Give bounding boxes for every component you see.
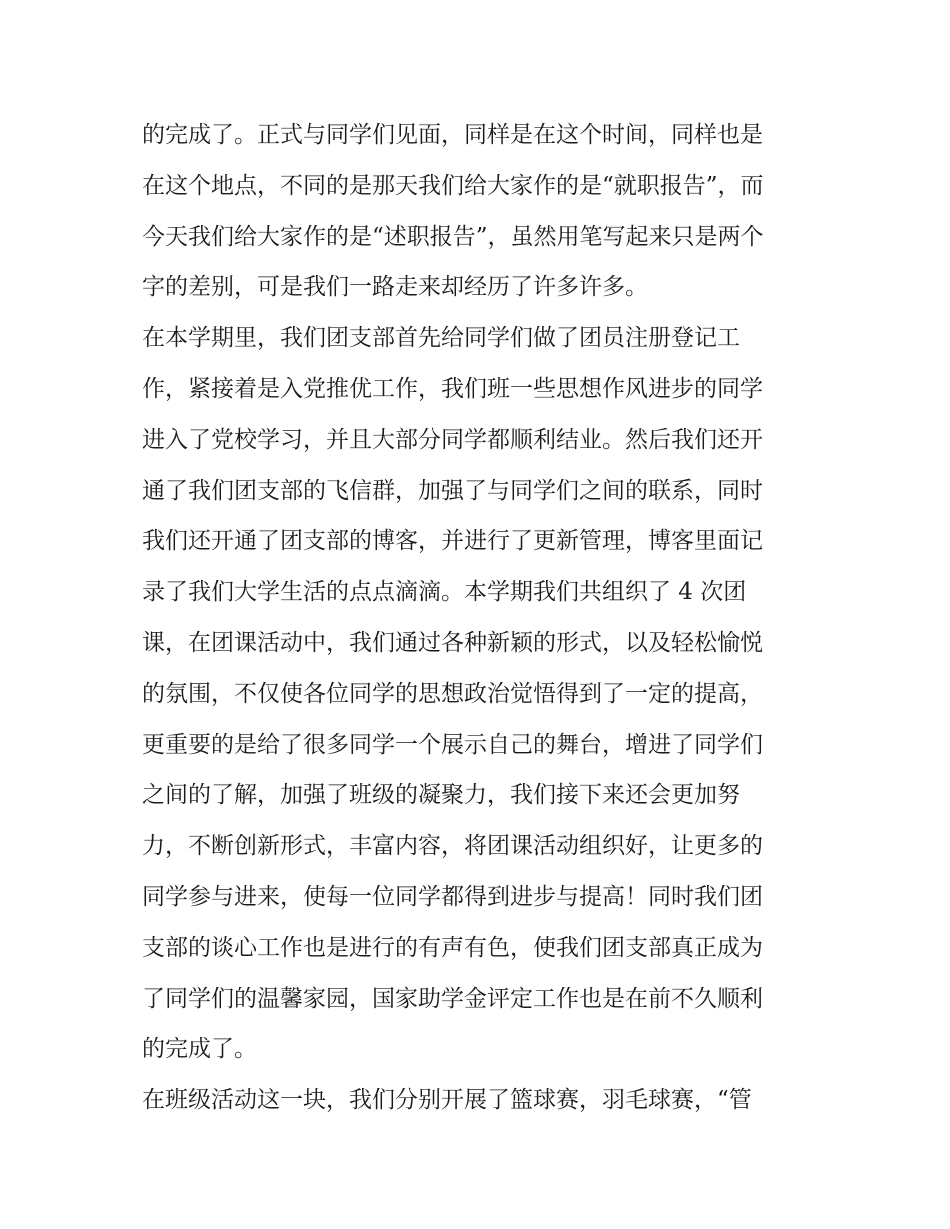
text-line: 录了我们大学生活的点点滴滴。本学期我们共组织了 4 次团 (142, 579, 747, 606)
body-text (142, 110, 822, 1126)
text-line: 在这个地点，不同的是那天我们给大家作的是“就职报告”，而 (142, 172, 764, 199)
text-line: 支部的谈心工作也是进行的有声有色，使我们团支部真正成为 (142, 934, 763, 961)
text-line: 字的差别，可是我们一路走来却经历了许多许多。 (142, 274, 648, 301)
text-line: 更重要的是给了很多同学一个展示自己的舞台，增进了同学们 (142, 731, 763, 758)
text-line: 之间的了解，加强了班级的凝聚力，我们接下来还会更加努 (142, 782, 740, 809)
text-line: 同学参与进来，使每一位同学都得到进步与提高！同时我们团 (142, 883, 763, 910)
text-line: 作，紧接着是入党推优工作，我们班一些思想作风进步的同学 (142, 375, 763, 402)
text-line: 我们还开通了团支部的博客，并进行了更新管理，博客里面记 (142, 528, 763, 555)
text-line: 课，在团课活动中，我们通过各种新颖的形式，以及轻松愉悦 (142, 629, 763, 656)
text-line: 力，不断创新形式，丰富内容，将团课活动组织好，让更多的 (142, 833, 763, 860)
text-line: 的氛围，不仅使各位同学的思想政治觉悟得到了一定的提高， (142, 680, 763, 707)
text-line: 在班级活动这一块，我们分别开展了篮球赛，羽毛球赛，“管 (142, 1087, 752, 1114)
text-line: 在本学期里，我们团支部首先给同学们做了团员注册登记工 (142, 325, 740, 352)
text-line: 的完成了。正式与同学们见面，同样是在这个时间，同样也是 (142, 122, 763, 148)
text-line: 的完成了。 (142, 1036, 257, 1063)
text-line: 今天我们给大家作的是“述职报告”，虽然用笔写起来只是两个 (142, 223, 764, 250)
text-line: 进入了党校学习，并且大部分同学都顺利结业。然后我们还开 (142, 426, 763, 453)
text-line: 通了我们团支部的飞信群，加强了与同学们之间的联系，同时 (142, 477, 763, 504)
text-line: 了同学们的温馨家园，国家助学金评定工作也是在前不久顺利 (142, 985, 763, 1012)
